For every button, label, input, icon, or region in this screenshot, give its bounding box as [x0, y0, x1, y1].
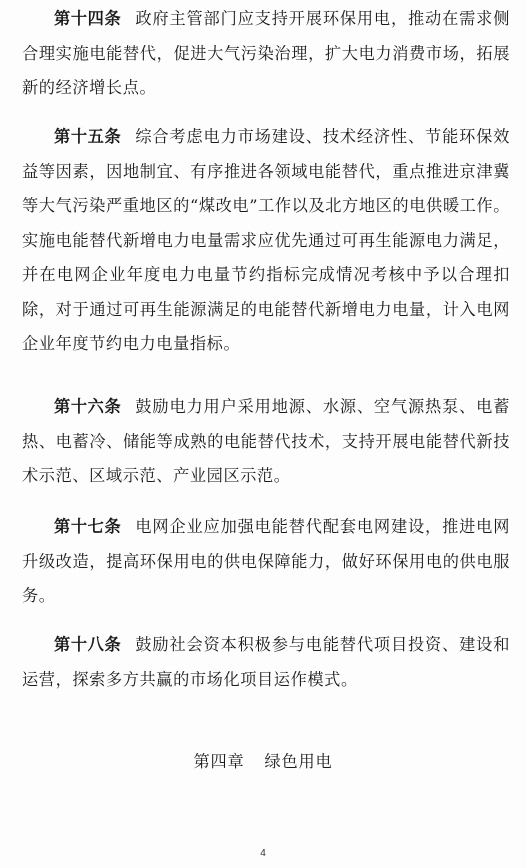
- article-16-number: 第十六条: [54, 397, 122, 416]
- article-14-text: 政府主管部门应支持开展环保用电，推动在需求侧合理实施电能替代，促进大气污染治理，扩大电力消费市场，拓展新的经济增长点。: [22, 9, 511, 97]
- article-15-text: 综合考虑电力市场建设、技术经济性、节能环保效益等因素，因地制宜、有序推进各领域电能替代，重点推进京津冀等大气污染严重地区的“煤改电”工作以及北方地区的电供暖工作。实施电能替代新增电力电量需求应优先通过可再生能源电力满足，并在电网企业年度电力电量节约指标完成情况考核中予以合理扣除，对于通过可再生能源满足的电能替代新增电力电量，计入电网企业年度节约电力电量指标。: [22, 127, 511, 353]
- article-16-text: 鼓励电力用户采用地源、水源、空气源热泵、电蓄热、电蓄冷、储能等成熟的电能替代技术，支持开展电能替代新技术示范、区域示范、产业园区示范。: [22, 397, 511, 485]
- chapter-number: 第四章: [193, 752, 245, 771]
- article-18-text: 鼓励社会资本积极参与电能替代项目投资、建设和运营，探索多方共赢的市场化项目运作模式。: [22, 635, 511, 689]
- article-17-number: 第十七条: [54, 517, 122, 536]
- article-16: [22, 390, 510, 494]
- article-15: [22, 120, 510, 362]
- article-18-number: 第十八条: [54, 635, 122, 654]
- chapter-heading: [0, 752, 526, 772]
- article-15-number: 第十五条: [54, 127, 122, 146]
- article-18: [22, 628, 510, 697]
- chapter-title: 绿色用电: [264, 752, 333, 771]
- article-17-text: 电网企业应加强电能替代配套电网建设，推进电网升级改造，提高环保用电的供电保障能力，做好环保用电的供电服务。: [22, 517, 511, 605]
- article-17: [22, 510, 510, 614]
- page-number: 4: [260, 848, 266, 859]
- article-14: [22, 2, 510, 106]
- article-14-number: 第十四条: [54, 9, 122, 28]
